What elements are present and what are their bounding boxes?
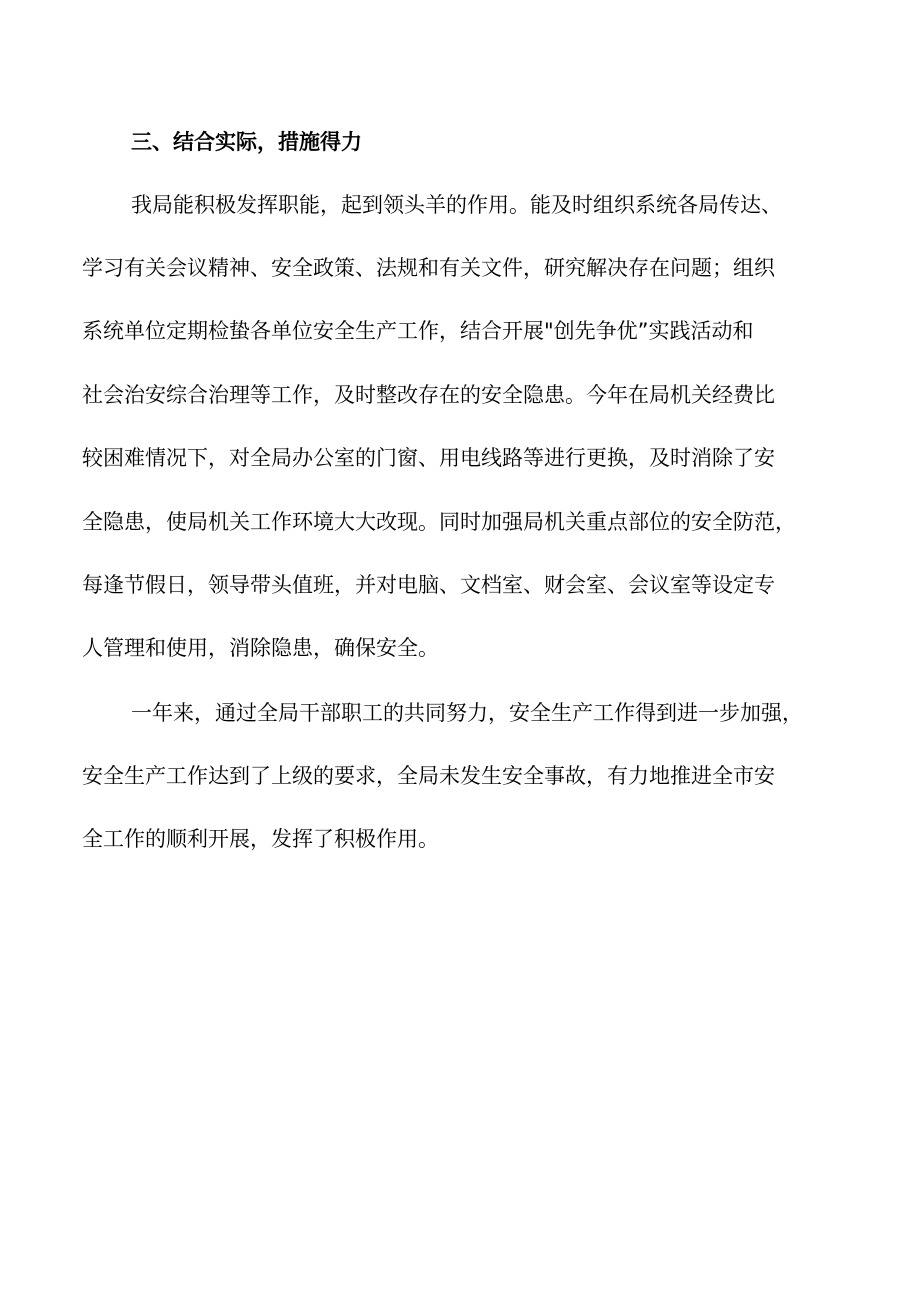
paragraph-2-line-3: 全工作的顺利开展，发挥了积极作用。 xyxy=(82,827,439,851)
paragraph-1-line-8: 人管理和使用，消除隐患，确保安全。 xyxy=(82,636,439,660)
paragraph-2-line-2: 安全生产工作达到了上级的要求，全局未发生安全事故，有力地推进全市安 xyxy=(82,764,775,788)
paragraph-1-line-6: 全隐患，使局机关工作环境大大改现。同时加强局机关重点部位的安全防范， xyxy=(82,510,796,534)
section-heading: 三、结合实际，措施得力 xyxy=(131,130,362,154)
paragraph-1-line-2: 学习有关会议精神、安全政策、法规和有关文件，研究解决存在问题；组织 xyxy=(82,256,775,280)
paragraph-1-line-5: 较困难情况下，对全局办公室的门窗、用电线路等进行更换，及时消除了安 xyxy=(82,446,775,470)
paragraph-2-line-1: 一年来，通过全局干部职工的共同努力，安全生产工作得到进一步加强， xyxy=(131,701,803,725)
paragraph-1-line-7: 每逢节假日，领导带头值班，并对电脑、文档室、财会室、会议室等设定专 xyxy=(82,573,775,597)
paragraph-1-line-3: 系统单位定期检蛰各单位安全生产工作，结合开展"创先争优”实践活动和 xyxy=(82,319,754,343)
paragraph-1-line-4: 社会治安综合治理等工作，及时整改存在的安全隐患。今年在局机关经费比 xyxy=(82,383,775,407)
paragraph-1-line-1: 我局能积极发挥职能，起到领头羊的作用。能及时组织系统各局传达、 xyxy=(131,193,782,217)
